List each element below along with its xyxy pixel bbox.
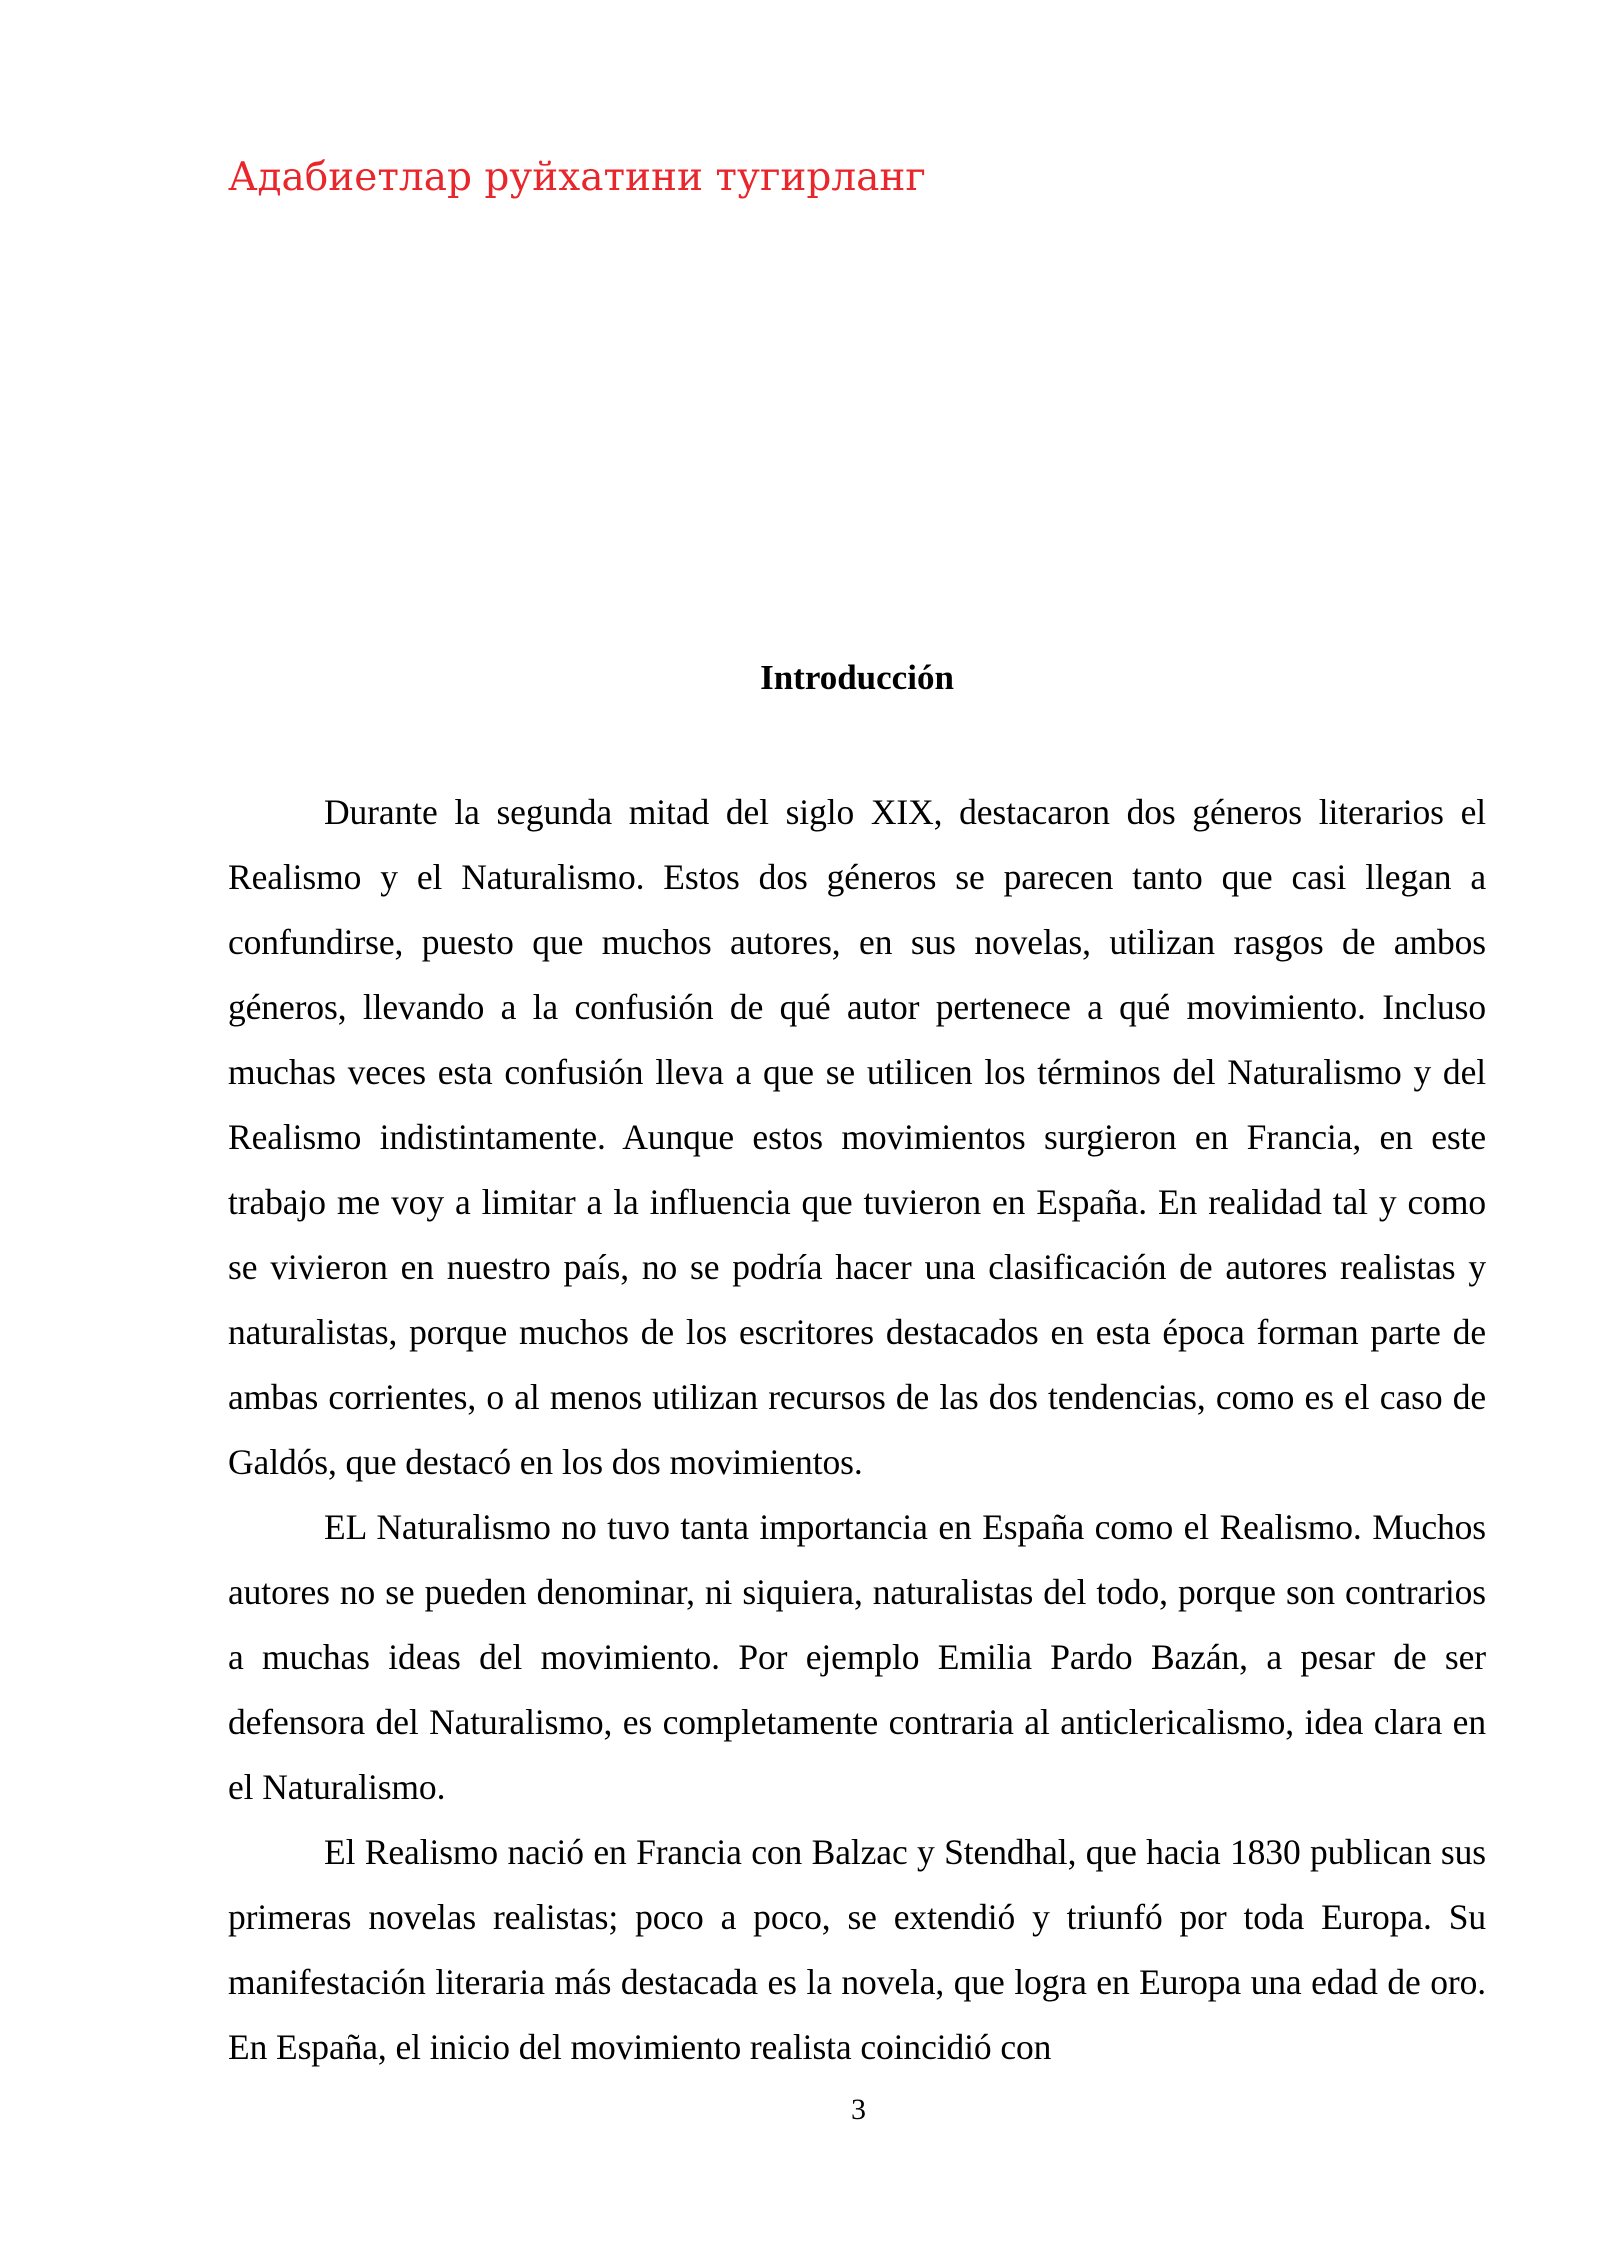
body-text [228, 780, 1486, 2080]
review-note: Адабиетлар руйхатини тугирланг [228, 155, 926, 200]
paragraph-1: Durante la segunda mitad del siglo XIX, destacaron dos géneros literarios el Realismo y el Naturalismo. Estos dos géneros se parecen tanto que casi llegan a confundirse, puesto que muchos autores, en sus novelas, utilizan rasgos de ambos géneros, llevando a la confusión de qué autor pertenece a qué movimiento. Incluso muchas veces esta confusión lleva a que se utilicen los términos del Naturalismo y del Realismo indistintamente. Aunque estos movimientos surgieron en Francia, en este trabajo me voy a limitar a la influencia que tuvieron en España. En realidad tal y como se vivieron en nuestro país, no se podría hacer una clasificación de autores realistas y naturalistas, porque muchos de los escritores destacados en esta época forman parte de ambas corrientes, o al menos utilizan recursos de las dos tendencias, como es el caso de Galdós, que destacó en los dos movimientos. [228, 792, 1486, 1482]
paragraph-2: EL Naturalismo no tuvo tanta importancia en España como el Realismo. Muchos autores no se pueden denominar, ni siquiera, naturalistas del todo, porque son contrarios a muchas ideas del movimiento. Por ejemplo Emilia Pardo Bazán, a pesar de ser defensora del Naturalismo, es completamente contraria al anticlericalismo, idea clara en el Naturalismo. [228, 1507, 1486, 1807]
page-number: 3 [851, 2093, 866, 2126]
section-title: Introducción [760, 658, 954, 697]
paragraph-3: El Realismo nació en Francia con Balzac y Stendhal, que hacia 1830 publican sus primeras novelas realistas; poco a poco, se extendió y triunfó por toda Europa. Su manifestación literaria más destacada es la novela, que logra en Europa una edad de oro. En España, el inicio del movimiento realista coincidió con [228, 1832, 1486, 2067]
